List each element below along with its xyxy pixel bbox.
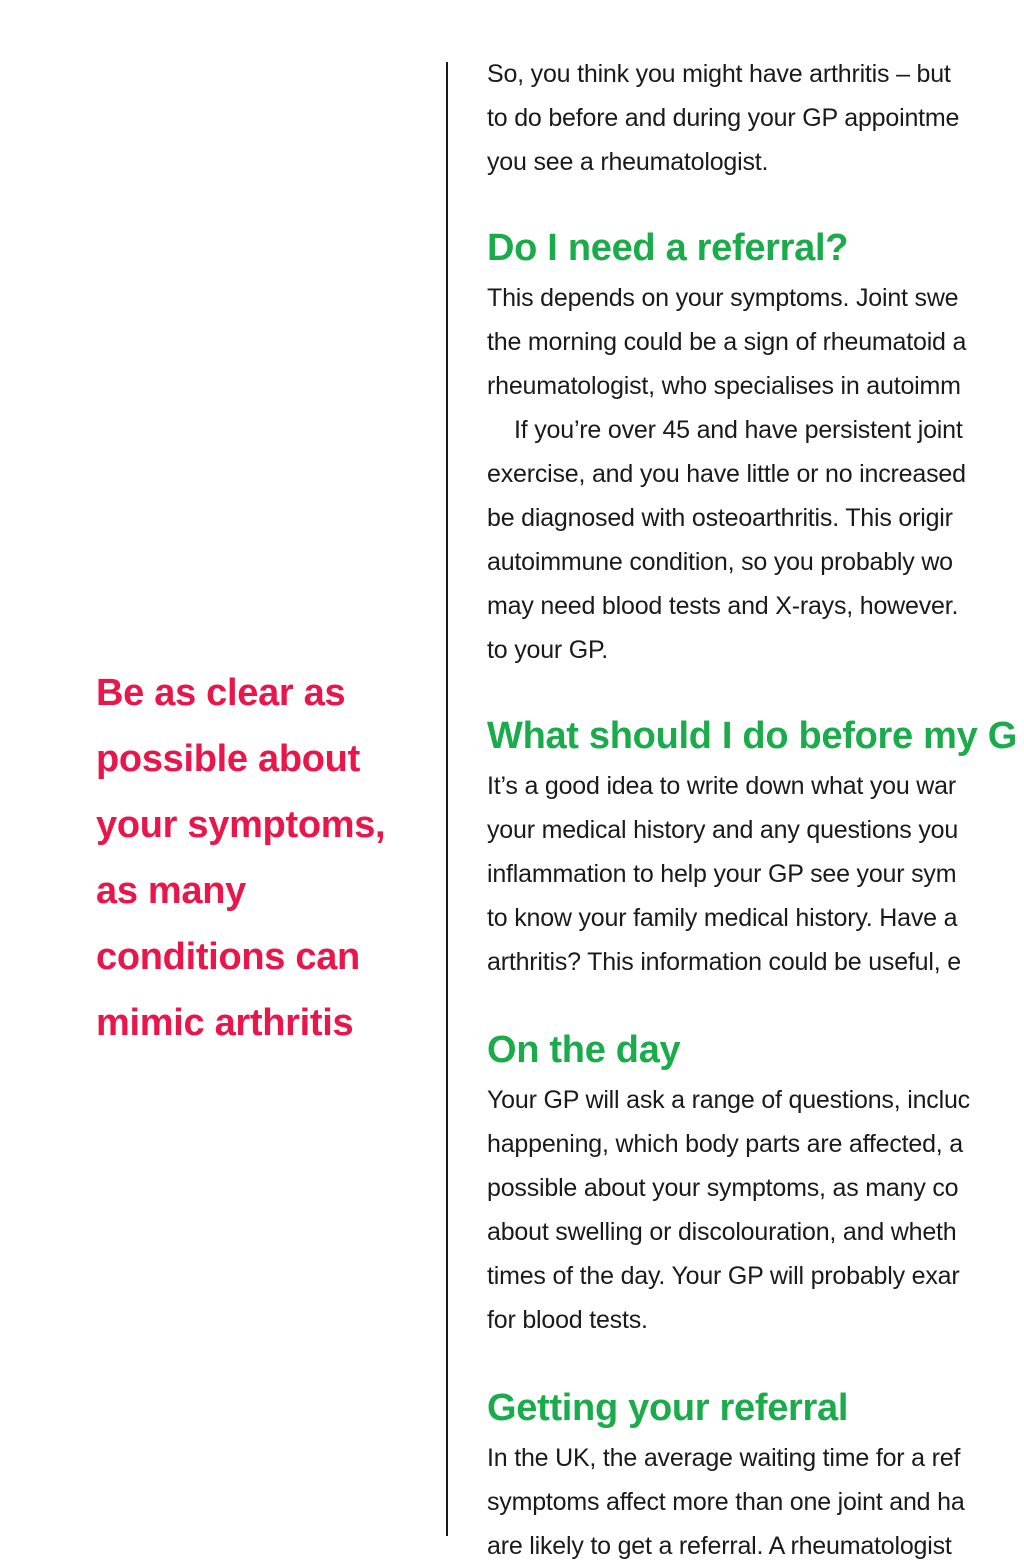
text-line: symptoms affect more than one joint and ha	[487, 1488, 965, 1516]
column-divider	[446, 62, 448, 1536]
text-line: times of the day. Your GP will probably exar	[487, 1262, 960, 1290]
text-line: for blood tests.	[487, 1306, 648, 1334]
text-line: the morning could be a sign of rheumatoid a	[487, 328, 967, 356]
text-line: to do before and during your GP appointme	[487, 104, 960, 132]
intro-paragraph	[487, 52, 1024, 184]
text-line: Your GP will ask a range of questions, incluc	[487, 1086, 970, 1114]
text-line: your medical history and any questions you	[487, 816, 959, 844]
text-line: possible about your symptoms, as many co	[487, 1174, 959, 1202]
text-line: exercise, and you have little or no increased	[487, 460, 966, 488]
section-heading-before-gp: What should I do before my G	[487, 715, 1017, 757]
pull-quote	[96, 660, 426, 1056]
getting-referral-paragraph	[487, 1436, 1024, 1568]
text-line: you see a rheumatologist.	[487, 148, 769, 176]
pull-quote-line: your symptoms,	[96, 804, 386, 846]
text-line: about swelling or discolouration, and wheth	[487, 1218, 957, 1246]
referral-paragraph-1	[487, 276, 1024, 408]
text-line: inflammation to help your GP see your sym	[487, 860, 957, 888]
section-heading-referral: Do I need a referral?	[487, 227, 849, 269]
text-line: to your GP.	[487, 636, 609, 664]
text-line: So, you think you might have arthritis – but	[487, 60, 951, 88]
referral-paragraph-2	[487, 408, 1024, 672]
text-line: This depends on your symptoms. Joint swe	[487, 284, 959, 312]
text-line: may need blood tests and X-rays, however.	[487, 592, 959, 620]
pull-quote-line: mimic arthritis	[96, 1002, 354, 1044]
pull-quote-line: Be as clear as	[96, 672, 346, 714]
text-line: It’s a good idea to write down what you war	[487, 772, 956, 800]
text-line: are likely to get a referral. A rheumatologist	[487, 1532, 952, 1560]
text-line: arthritis? This information could be useful, e	[487, 948, 961, 976]
text-line: to know your family medical history. Have a	[487, 904, 958, 932]
pull-quote-line: as many	[96, 870, 246, 912]
text-line: If you’re over 45 and have persistent joint	[514, 416, 963, 444]
pull-quote-line: possible about	[96, 738, 360, 780]
section-heading-on-the-day: On the day	[487, 1029, 681, 1071]
before-gp-paragraph	[487, 764, 1024, 984]
article-column	[487, 52, 1024, 1560]
pull-quote-line: conditions can	[96, 936, 360, 978]
text-line: happening, which body parts are affected, a	[487, 1130, 963, 1158]
section-heading-getting-referral: Getting your referral	[487, 1387, 849, 1429]
on-the-day-paragraph	[487, 1078, 1024, 1342]
text-line: be diagnosed with osteoarthritis. This origir	[487, 504, 953, 532]
text-line: autoimmune condition, so you probably wo	[487, 548, 953, 576]
text-line: rheumatologist, who specialises in autoimm	[487, 372, 961, 400]
text-line: In the UK, the average waiting time for a ref	[487, 1444, 961, 1472]
